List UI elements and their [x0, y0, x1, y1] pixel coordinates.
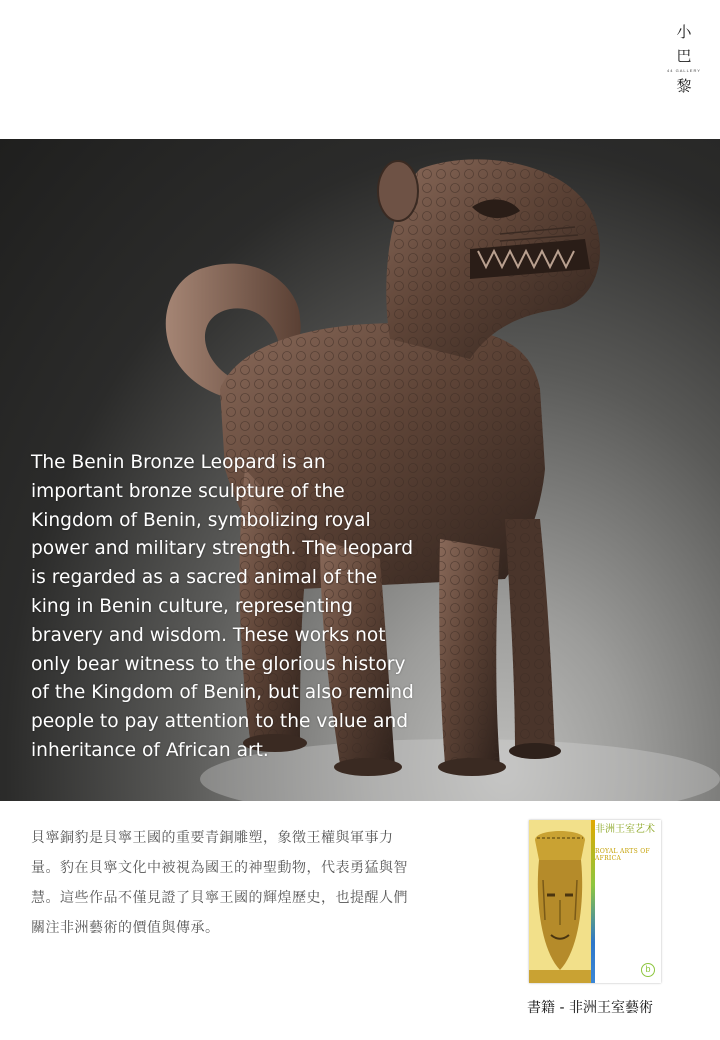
- description-chinese: 貝寧銅豹是貝寧王國的重要青銅雕塑，象徵王權與軍事力量。豹在貝寧文化中被視為國王的神聖動物，代表勇猛與智慧。這些作品不僅見證了貝寧王國的輝煌歷史，也提醒人們關注非洲藝術的價值與傳承。: [31, 830, 408, 936]
- mask-sculpture-image: [529, 820, 591, 983]
- book-title-chinese: 非洲王室艺术: [595, 824, 655, 835]
- gallery-logo: [664, 20, 704, 98]
- logo-subtitle: 44 GALLERY: [667, 68, 701, 73]
- publisher-logo-icon: b: [641, 963, 655, 977]
- book-cover-text-area: [591, 820, 661, 983]
- color-stripe: [591, 820, 595, 983]
- logo-char-3: 黎: [676, 77, 692, 95]
- bronze-mask-icon: [529, 820, 591, 983]
- leopard-photo: [0, 139, 720, 801]
- book-cover-image: [529, 820, 661, 983]
- logo-char-2: 巴: [676, 47, 692, 65]
- logo-char-1: 小: [676, 23, 692, 41]
- book-caption: 書籍 - 非洲王室藝術: [527, 1000, 653, 1016]
- hero-caption-english: The Benin Bronze Leopard is an important bronze sculpture of the Kingdom of Benin, symbolizing royal power and military strength. The leopard is regarded as a sacred animal of the king in Benin culture, representing bravery and wisdom. These works not only bear witness to the glorious history of the Kingdom of Benin, but also remind people to pay attention to the value and inheritance of African art.: [31, 452, 414, 761]
- book-title-english: ROYAL ARTS OF AFRICA: [595, 848, 650, 862]
